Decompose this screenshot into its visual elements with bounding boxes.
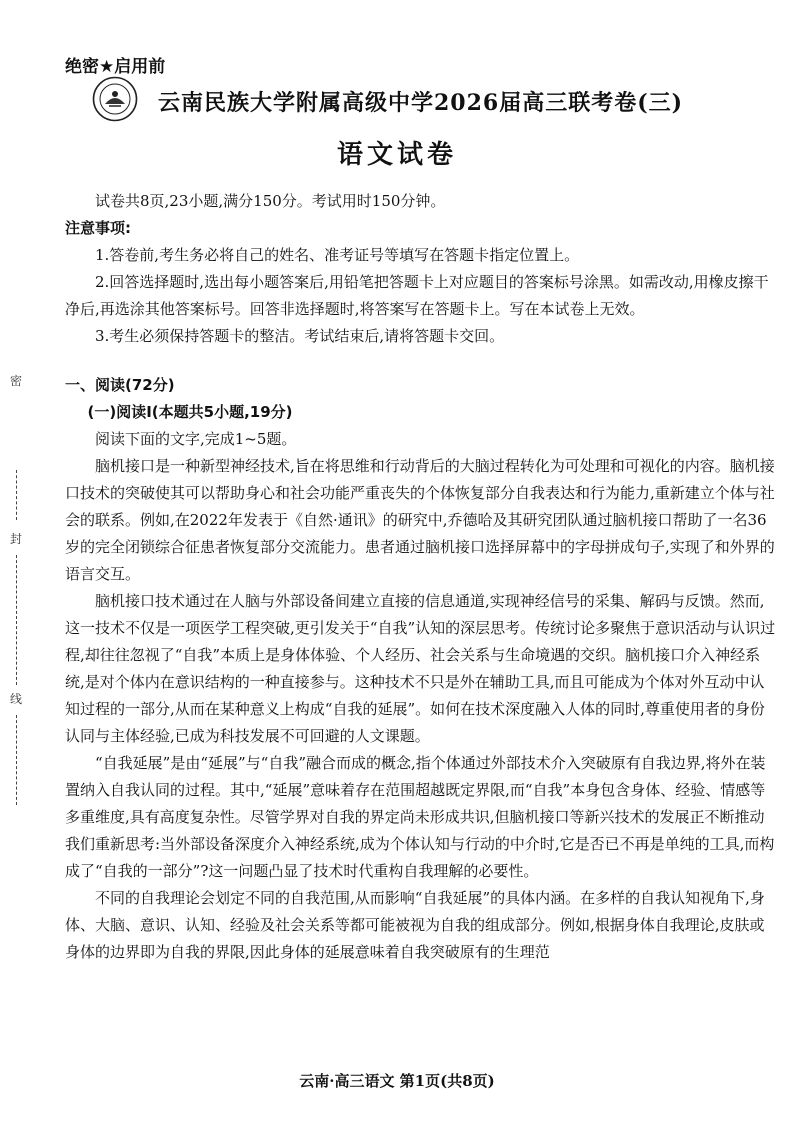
passage-paragraph: “自我延展”是由“延展”与“自我”融合而成的概念,指个体通过外部技术介入突破原有自我边界,将外在装置纳入自我认同的过程。其中,“延展”意味着存在范围超越既定界限,而“自我”本身包含身体、经验、情感等多重维度,具有高度复杂性。尽管学界对自我的界定尚未形成共识,但脑机接口等新兴技术的发展正不断推动我们重新思考:当外部设备深度介入神经系统,成为个体认知与行动的中介时,它是否已不再是单纯的工具,而构成了“自我的一部分”?这一问题凸显了技术时代重构自我理解的必要性。 — [65, 754, 775, 880]
document-body — [65, 188, 777, 966]
page-footer: 云南·高三语文 第1页(共8页) — [299, 1072, 495, 1090]
subject-title: 语文试卷 — [336, 140, 457, 170]
side-mark-feng: 封 — [10, 532, 23, 546]
note-item: 3.考生必须保持答题卡的整洁。考试结束后,请将答题卡交回。 — [95, 327, 505, 345]
exam-intro: 试卷共8页,23小题,满分150分。考试用时150分钟。 — [95, 192, 446, 210]
section-subtitle: (一)阅读Ⅰ(本题共5小题,19分) — [87, 403, 293, 421]
passage-paragraph: 脑机接口技术通过在人脑与外部设备间建立直接的信息通道,实现神经信号的采集、解码与反馈。然而,这一技术不仅是一项医学工程突破,更引发关于“自我”认知的深层思考。传统讨论多聚焦于意识活动与认识过程,却往往忽视了“自我”本质上是身体体验、个人经历、社会关系与生命境遇的交织。脑机接口介入神经系统,是对个体内在意识结构的一种直接参与。这种技术不只是外在辅助工具,而且可能成为个体对外互动中认知过程的一部分,从而在某种意义上构成“自我的延展”。如何在技术深度融入人体的同时,尊重使用者的身份认同与主体经验,已成为科技发展不可回避的人文课题。 — [65, 592, 776, 745]
side-dash-line-1 — [16, 470, 17, 520]
passage-paragraph: 不同的自我理论会划定不同的自我范围,从而影响“自我延展”的具体内涵。在多样的自我认知视角下,身体、大脑、意识、认知、经验及社会关系等都可能被视为自我的组成部分。例如,根据身体自我理论,皮肤或身体的边界即为自我的界限,因此身体的延展意味着自我突破原有的生理范 — [65, 889, 765, 961]
side-dash-line-3 — [16, 715, 17, 805]
school-seal-icon — [92, 76, 138, 122]
note-item: 1.答卷前,考生务必将自己的姓名、准考证号等填写在答题卡指定位置上。 — [95, 246, 580, 264]
note-item: 2.回答选择题时,选出每小题答案后,用铅笔把答题卡上对应题目的答案标号涂黑。如需改动,用橡皮擦干净后,再选涂其他答案标号。回答非选择题时,将答案写在答题卡上。写在本试卷上无效。 — [65, 273, 769, 318]
side-dash-line-2 — [16, 555, 17, 685]
notes-heading: 注意事项: — [65, 219, 131, 237]
secret-label: 绝密★启用前 — [65, 57, 166, 77]
side-mark-mi: 密 — [10, 374, 23, 388]
section-title: 一、阅读(72分) — [65, 376, 175, 394]
school-title: 云南民族大学附属高级中学2026届高三联考卷(三) — [158, 90, 684, 116]
side-mark-xian: 线 — [10, 692, 23, 706]
passage-paragraph: 脑机接口是一种新型神经技术,旨在将思维和行动背后的大脑过程转化为可处理和可视化的内容。脑机接口技术的突破使其可以帮助身心和社会功能严重丧失的个体恢复部分自我表达和行为能力,重新建立个体与社会的联系。例如,在2022年发表于《自然·通讯》的研究中,乔德哈及其研究团队通过脑机接口帮助了一名36岁的完全闭锁综合征患者恢复部分交流能力。患者通过脑机接口选择屏幕中的字母拼成句子,实现了和外界的语言交互。 — [65, 457, 775, 583]
reading-instruction: 阅读下面的文字,完成1~5题。 — [95, 430, 297, 448]
